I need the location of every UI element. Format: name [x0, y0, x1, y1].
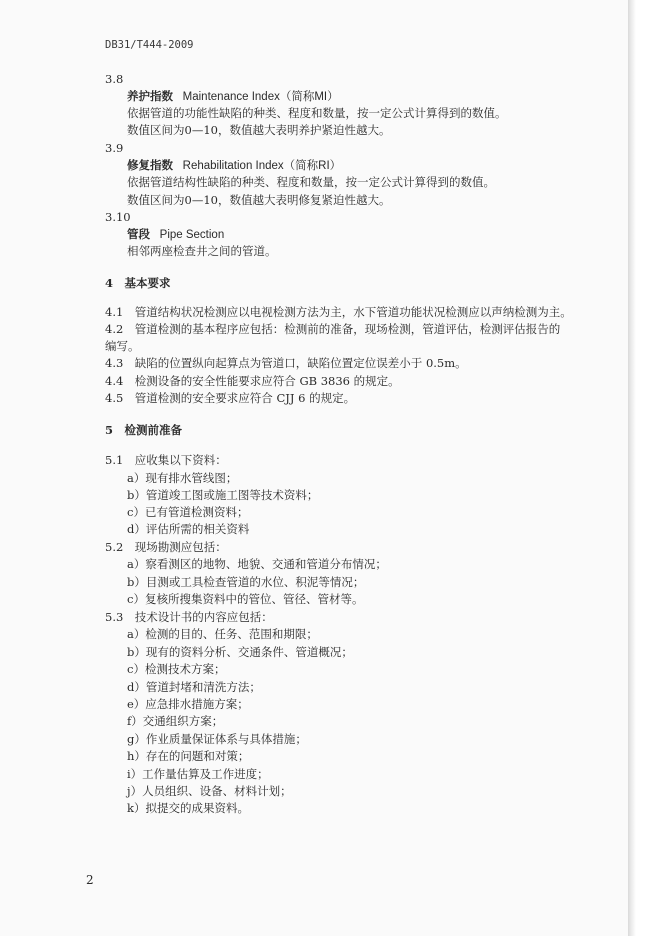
list-item: e）应急排水措施方案； — [127, 697, 249, 711]
clause: 5.2 现场勘测应包括： — [105, 540, 227, 554]
list-item: b）目测或工具检查管道的水位、积泥等情况； — [127, 575, 365, 589]
term-number: 3.10 — [105, 210, 131, 224]
term-cn: 养护指数 — [127, 89, 173, 103]
term-definition: 依据管道的功能性缺陷的种类、程度和数量，按一定公式计算得到的数值。 — [127, 106, 507, 120]
list-item: c）检测技术方案； — [127, 662, 226, 676]
list-item: a）现有排水管线图； — [127, 471, 238, 485]
list-item: d）管道封堵和清洗方法； — [127, 680, 261, 694]
list-item: a）察看测区的地物、地貌、交通和管道分布情况； — [127, 557, 387, 571]
term-cn: 管段 — [127, 227, 150, 241]
clause: 4.5 管道检测的安全要求应符合 CJJ 6 的规定。 — [105, 391, 356, 405]
document-code: DB31/T444-2009 — [105, 39, 194, 51]
list-item: g）作业质量保证体系与具体措施； — [127, 732, 307, 746]
list-item: b）现有的资料分析、交通条件、管道概况； — [127, 645, 353, 659]
term-title — [127, 227, 224, 242]
list-item: b）管道竣工图或施工图等技术资料； — [127, 488, 319, 502]
list-item: j）人员组织、设备、材料计划； — [127, 784, 292, 798]
term-title — [127, 89, 339, 104]
list-item: d）评估所需的相关资料 — [127, 522, 250, 536]
clause: 4.3 缺陷的位置纵向起算点为管道口，缺陷位置定位误差小于 0.5m。 — [105, 356, 467, 370]
term-en: Rehabilitation Index（简称RI） — [182, 160, 342, 172]
clause: 5.3 技术设计书的内容应包括： — [105, 610, 273, 624]
term-title — [127, 158, 341, 173]
page-edge-shadow — [628, 0, 662, 936]
section-heading: 4 基本要求 — [105, 276, 171, 290]
clause-continuation: 编写。 — [105, 339, 140, 353]
list-item: a）检测的目的、任务、范围和期限； — [127, 627, 318, 641]
list-item: f）交通组织方案； — [127, 714, 224, 728]
list-item: c）已有管道检测资料； — [127, 505, 249, 519]
list-item: h）存在的问题和对策； — [127, 749, 250, 763]
list-item: k）拟提交的成果资料。 — [127, 801, 249, 815]
term-en: Maintenance Index（简称MI） — [182, 91, 339, 103]
clause: 5.1 应收集以下资料： — [105, 453, 227, 467]
term-cn: 修复指数 — [127, 158, 173, 172]
term-definition: 依据管道结构性缺陷的种类、程度和数量，按一定公式计算得到的数值。 — [127, 175, 495, 189]
list-item: i）工作量估算及工作进度； — [127, 767, 269, 781]
list-item: c）复核所搜集资料中的管位、管径、管材等。 — [127, 592, 364, 606]
term-note: 数值区间为0—10，数值越大表明养护紧迫性越大。 — [127, 123, 391, 137]
clause: 4.4 检测设备的安全性能要求应符合 GB 3836 的规定。 — [105, 374, 400, 388]
page-number: 2 — [86, 873, 94, 887]
term-en: Pipe Section — [159, 229, 225, 241]
clause: 4.2 管道检测的基本程序应包括：检测前的准备，现场检测，管道评估，检测评估报告的 — [105, 322, 561, 336]
term-note: 数值区间为0—10，数值越大表明修复紧迫性越大。 — [127, 193, 391, 207]
term-number: 3.9 — [105, 141, 124, 155]
section-heading: 5 检测前准备 — [105, 423, 183, 437]
clause: 4.1 管道结构状况检测应以电视检测方法为主，水下管道功能状况检测应以声纳检测为主。 — [105, 305, 572, 319]
term-definition: 相邻两座检查井之间的管道。 — [127, 244, 277, 258]
term-number: 3.8 — [105, 72, 124, 86]
